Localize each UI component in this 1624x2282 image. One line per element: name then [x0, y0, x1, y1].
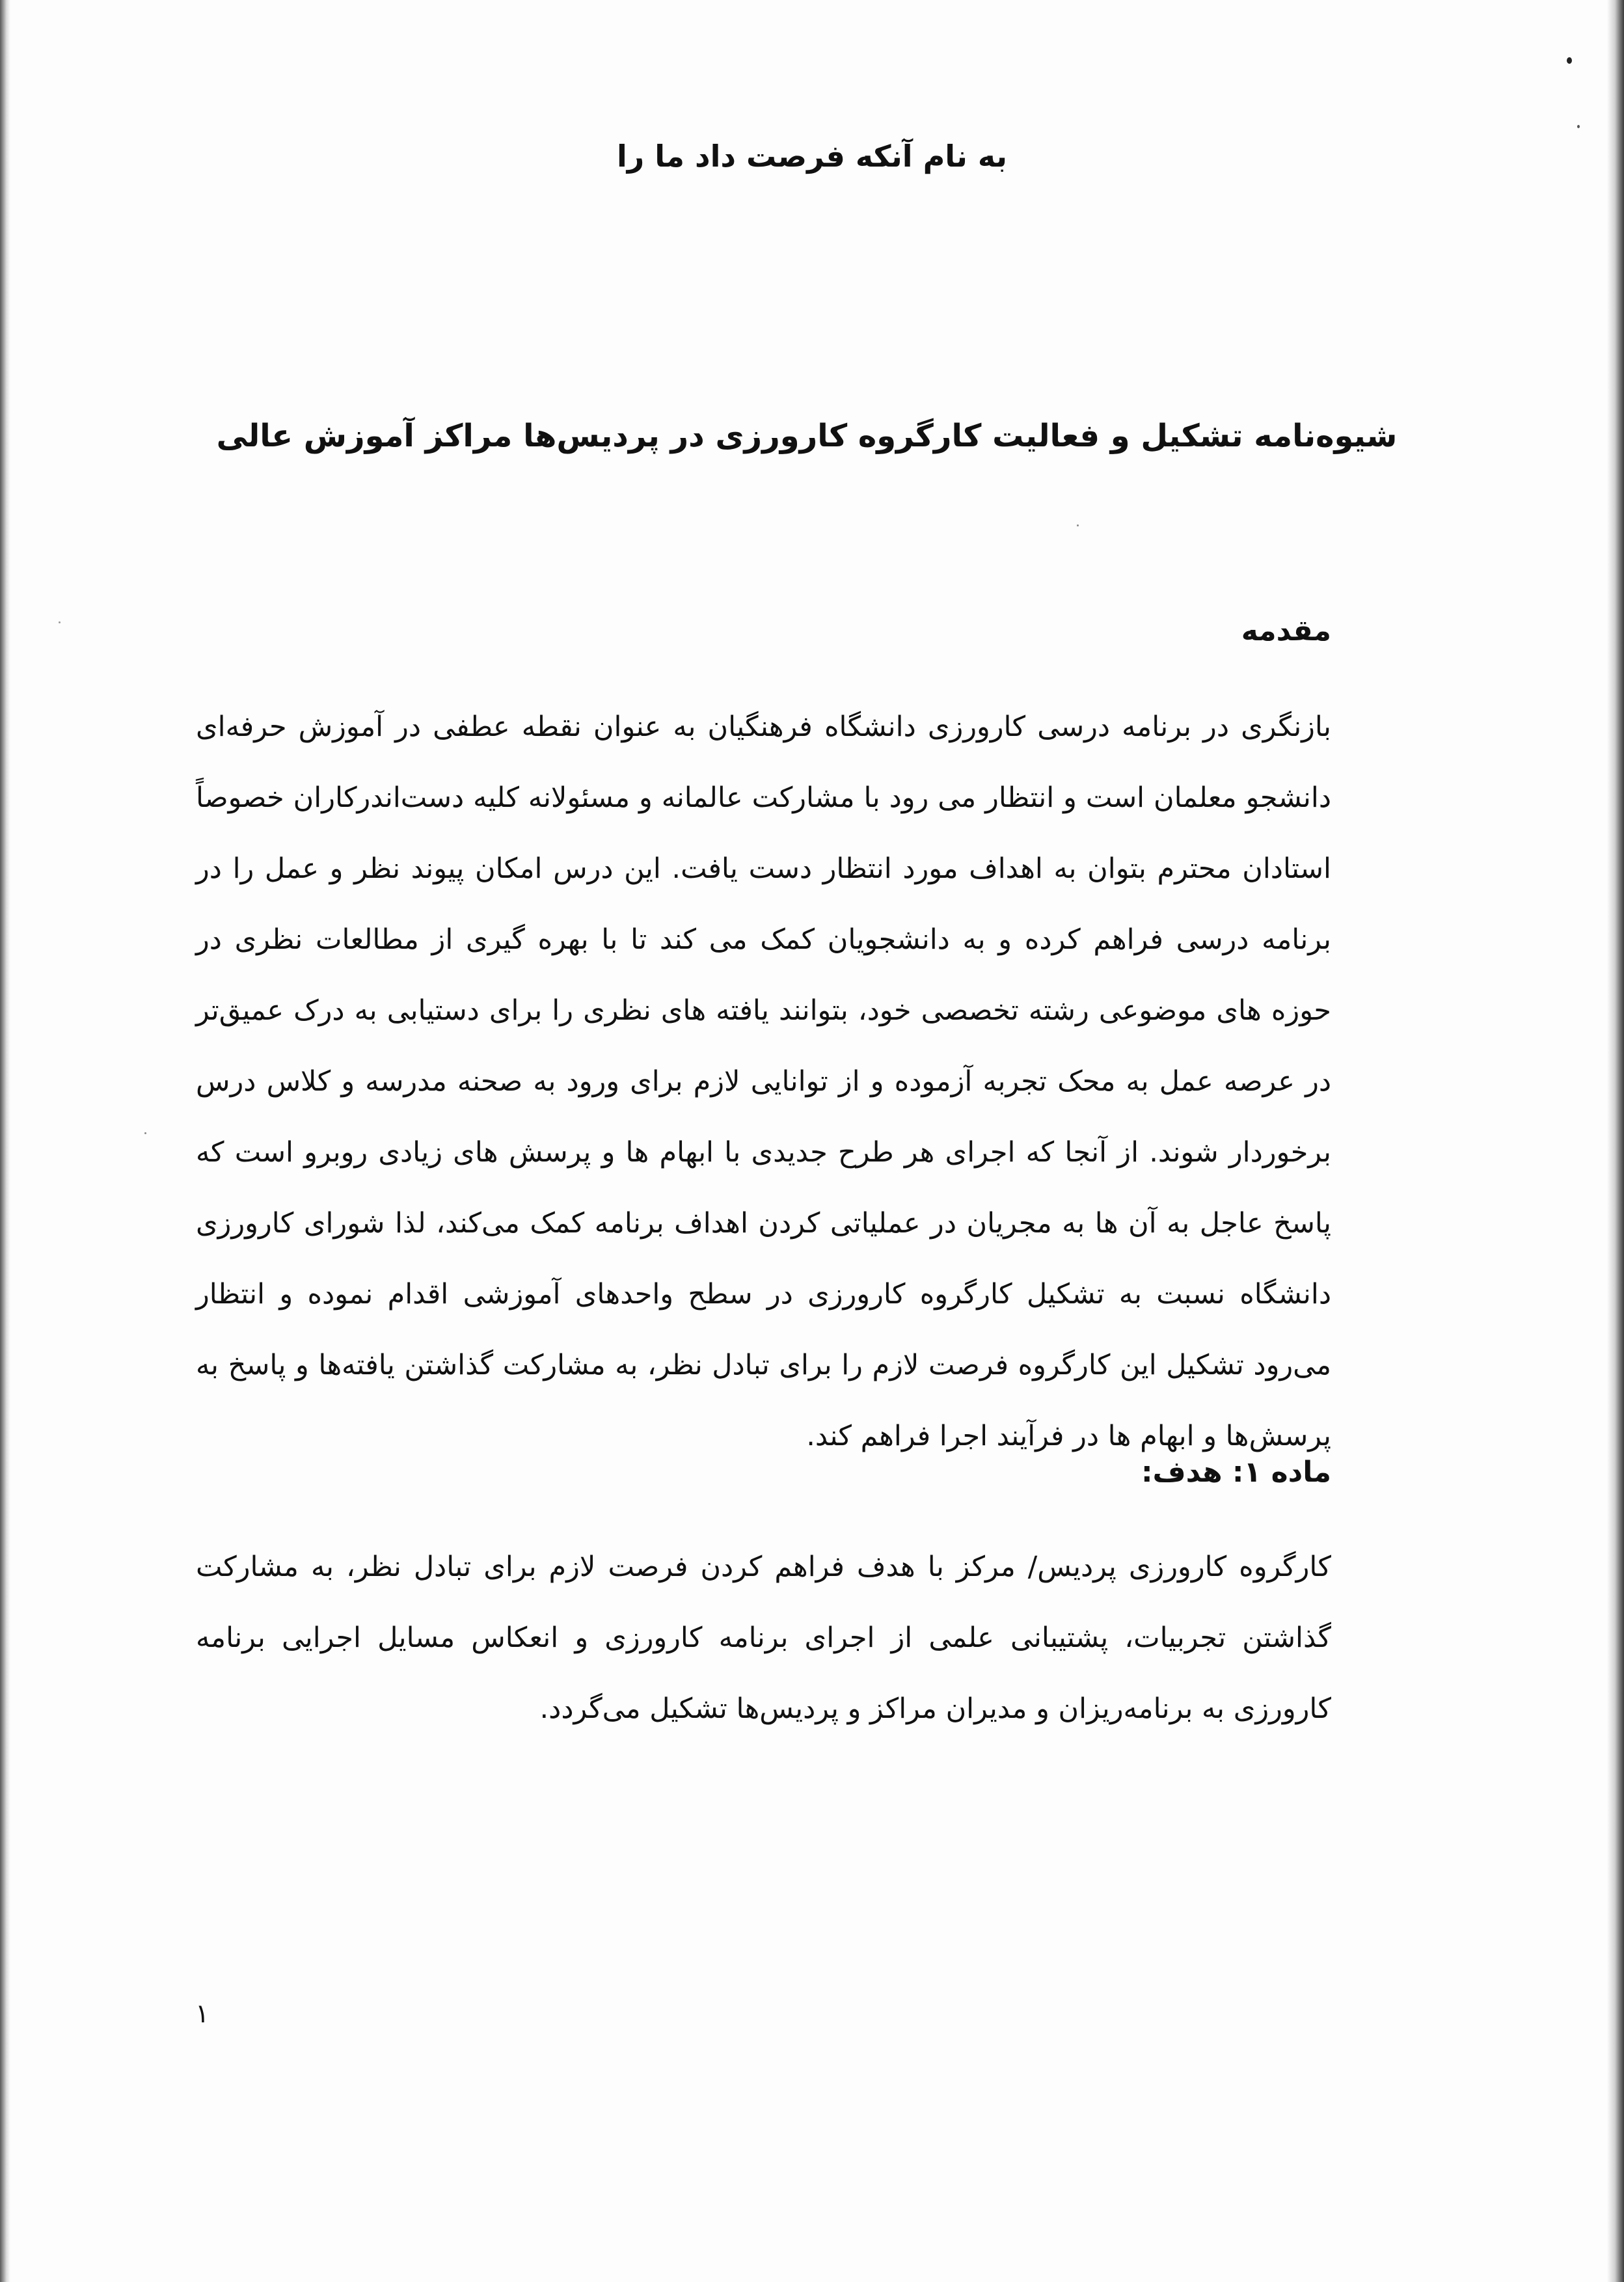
page-number: ۱: [195, 1999, 210, 2029]
introduction-paragraph: بازنگری در برنامه درسی کارورزی دانشگاه فرهنگیان به عنوان نقطه عطفی در آموزش حرفه‌ای دانشجو معلمان است و انتظار می رود با مشارکت عالمانه و مسئولانه کلیه دست‌اندرکاران خصوصاً استادان محترم بتوان به اهداف مورد انتظار دست یافت. این درس امکان پیوند نظر و عمل را در برنامه درسی فراهم کرده و به دانشجویان کمک می کند تا با بهره گیری از مطالعات نظری در حوزه های موضوعی رشته تخصصی خود، بتوانند یافته های نظری را برای دستیابی به درک عمیق‌تر در عرصه عمل به محک تجربه آزموده و از توانایی لازم برای ورود به صحنه مدرسه و کلاس درس برخوردار شوند. از آنجا که اجرای هر طرح جدیدی با ابهام ها و پرسش های زیادی روبرو است که پاسخ عاجل به آن ها به مجریان در عملیاتی کردن اهداف برنامه کمک می‌کند، لذا شورای کارورزی دانشگاه نسبت به تشکیل کارگروه کارورزی در سطح واحدهای آموزشی اقدام نموده و انتظار می‌رود تشکیل این کارگروه فرصت لازم را برای تبادل نظر، به مشارکت گذاشتن یافته‌ها و پاسخ به پرسش‌ها و ابهام ها در فرآیند اجرا فراهم کند.: [196, 711, 1331, 1452]
document-title: شیوه‌نامه تشکیل و فعالیت کارگروه کارورزی در پردیس‌ها مراکز آموزش عالی: [216, 418, 1398, 454]
article-1-paragraph: کارگروه کارورزی پردیس/ مرکز با هدف فراهم کردن فرصت لازم برای تبادل نظر، به مشارکت گذاشتن تجربیات، پشتیبانی علمی از اجرای برنامه کارورزی و انعکاس مسایل اجرایی برنامه کارورزی به برنامه‌ریزان و مدیران مراکز و پردیس‌ها تشکیل می‌گردد.: [196, 1551, 1331, 1725]
scan-speck: [59, 621, 61, 623]
scan-edge-left: [0, 0, 10, 2282]
scan-edge-right: [1607, 0, 1624, 2282]
section-heading-article-1: ماده ۱: هدف:: [1141, 1456, 1331, 1489]
scan-speck: [1577, 125, 1580, 128]
scan-speck: [1077, 524, 1079, 526]
scan-speck: [1567, 57, 1572, 64]
scan-speck: [144, 1132, 146, 1134]
invocation-heading: به نام آنکه فرصت داد ما را: [616, 139, 1008, 174]
section-heading-introduction: مقدمه: [1241, 614, 1331, 647]
